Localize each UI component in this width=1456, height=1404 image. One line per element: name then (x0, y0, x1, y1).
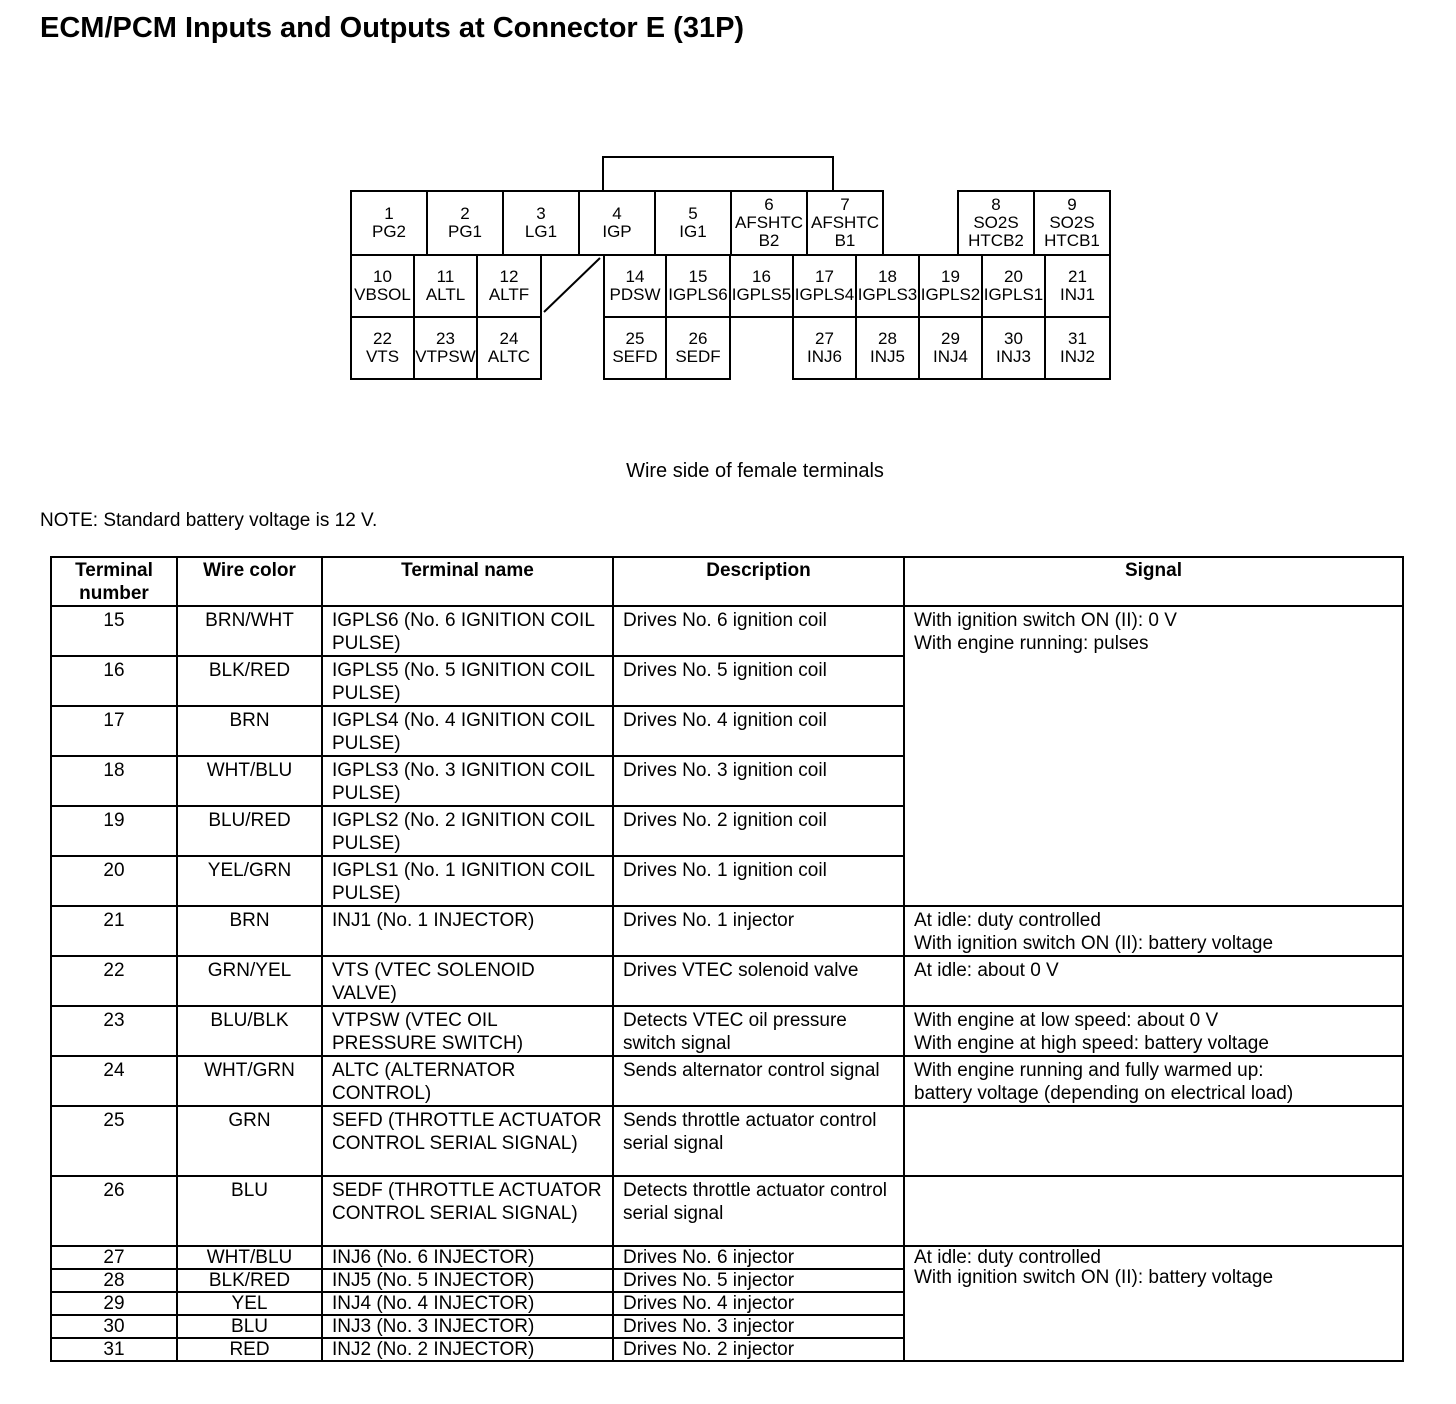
terminal-number: 9 (1067, 195, 1077, 214)
cell-terminal-name: IGPLS5 (No. 5 IGNITION COIL PULSE) (322, 656, 613, 706)
terminal-number: 7 (840, 195, 850, 214)
cell-terminal-number: 30 (51, 1315, 177, 1338)
cell-terminal-name: INJ1 (No. 1 INJECTOR) (322, 906, 613, 956)
cell-wire-color: BLU/BLK (177, 1006, 322, 1056)
terminal-number: 3 (536, 204, 546, 223)
terminal-cell (665, 254, 731, 318)
terminal-label: IGPLS4 (794, 285, 855, 304)
cell-description: Drives No. 6 ignition coil (613, 606, 904, 656)
terminal-cell (1044, 254, 1111, 318)
cell-description: Drives No. 5 ignition coil (613, 656, 904, 706)
header-terminal-name: Terminal name (322, 557, 613, 606)
cell-terminal-name: IGPLS2 (No. 2 IGNITION COIL PULSE) (322, 806, 613, 856)
cell-terminal-name: IGPLS3 (No. 3 IGNITION COIL PULSE) (322, 756, 613, 806)
terminal-number: 8 (991, 195, 1001, 214)
cell-wire-color: WHT/GRN (177, 1056, 322, 1106)
cell-wire-color: BLK/RED (177, 656, 322, 706)
cell-description: Sends alternator control signal (613, 1056, 904, 1106)
terminal-label: AFSHTC B2 (735, 213, 803, 250)
table-row (51, 1106, 1403, 1176)
terminal-number: 21 (1068, 267, 1087, 286)
terminal-cell (476, 254, 542, 318)
cell-description: Detects VTEC oil pressure switch signal (613, 1006, 904, 1056)
connector-latch (602, 156, 834, 192)
cell-signal: With ignition switch ON (II): 0 V With engine running: pulses (904, 606, 1403, 906)
header-wire-color: Wire color (177, 557, 322, 606)
terminal-number: 4 (612, 204, 622, 223)
cell-terminal-name: IGPLS4 (No. 4 IGNITION COIL PULSE) (322, 706, 613, 756)
terminal-cell (918, 316, 983, 380)
terminal-label: INJ2 (1060, 347, 1095, 366)
blank-cavity-13 (540, 254, 604, 316)
cell-wire-color: YEL/GRN (177, 856, 322, 906)
terminal-number: 1 (384, 204, 394, 223)
terminal-number: 14 (625, 267, 645, 286)
terminal-cell (350, 316, 415, 380)
cell-terminal-number: 18 (51, 756, 177, 806)
cell-terminal-name: SEFD (THROTTLE ACTUATOR CONTROL SERIAL SIGNAL) (322, 1106, 613, 1176)
header-terminal-number: Terminal number (51, 557, 177, 606)
terminal-label: VTS (365, 347, 400, 366)
terminal-number: 17 (815, 267, 834, 286)
terminal-cell (665, 316, 731, 380)
terminal-cell (654, 190, 732, 256)
terminal-number: 31 (1068, 329, 1087, 348)
table-row (51, 906, 1403, 956)
table-row (51, 1056, 1403, 1106)
cell-signal (904, 1106, 1403, 1176)
note: NOTE: Standard battery voltage is 12 V. (40, 510, 378, 531)
terminal-cell (981, 316, 1046, 380)
terminal-number: 30 (1004, 329, 1023, 348)
cell-terminal-name: INJ5 (No. 5 INJECTOR) (322, 1269, 613, 1292)
terminal-number: 27 (815, 329, 834, 348)
terminal-cell (603, 316, 667, 380)
cell-terminal-number: 17 (51, 706, 177, 756)
terminal-cell (578, 190, 656, 256)
terminal-cell (350, 190, 428, 256)
terminal-cell (426, 190, 504, 256)
terminal-label: SO2S HTCB1 (1044, 213, 1100, 250)
terminal-number: 24 (499, 329, 519, 348)
terminal-label: INJ5 (870, 347, 905, 366)
cell-wire-color: RED (177, 1338, 322, 1361)
terminal-label: PDSW (609, 285, 661, 304)
terminal-label: SEDF (675, 347, 721, 366)
cell-terminal-name: INJ4 (No. 4 INJECTOR) (322, 1292, 613, 1315)
terminal-number: 15 (688, 267, 708, 286)
terminal-number: 11 (436, 267, 455, 286)
terminal-cell (957, 190, 1035, 256)
cell-signal: With engine at low speed: about 0 V With engine at high speed: battery voltage (904, 1006, 1403, 1056)
terminal-number: 5 (688, 204, 698, 223)
terminal-number: 29 (941, 329, 960, 348)
terminal-number: 6 (764, 195, 774, 214)
cell-terminal-name: INJ3 (No. 3 INJECTOR) (322, 1315, 613, 1338)
cell-terminal-number: 25 (51, 1106, 177, 1176)
cell-terminal-number: 28 (51, 1269, 177, 1292)
cell-description: Drives No. 4 ignition coil (613, 706, 904, 756)
terminal-number: 22 (373, 329, 392, 348)
cell-wire-color: WHT/BLU (177, 1246, 322, 1269)
terminal-label: ALTC (487, 347, 531, 366)
terminal-number: 12 (499, 267, 519, 286)
terminal-number: 18 (878, 267, 897, 286)
cell-terminal-number: 16 (51, 656, 177, 706)
terminal-label: PG1 (447, 222, 483, 241)
terminal-label: INJ4 (933, 347, 968, 366)
terminal-cell (792, 254, 857, 318)
terminal-label: INJ1 (1060, 285, 1095, 304)
cell-description: Drives VTEC solenoid valve (613, 956, 904, 1006)
header-description: Description (613, 557, 904, 606)
cell-terminal-name: ALTC (ALTERNATOR CONTROL) (322, 1056, 613, 1106)
terminal-label: VBSOL (354, 285, 411, 304)
table-row (51, 956, 1403, 1006)
cell-terminal-number: 22 (51, 956, 177, 1006)
cell-description: Drives No. 5 injector (613, 1269, 904, 1292)
cell-description: Drives No. 3 ignition coil (613, 756, 904, 806)
terminal-label: IGPLS1 (983, 285, 1044, 304)
terminal-cell (981, 254, 1046, 318)
page-title: ECM/PCM Inputs and Outputs at Connector E (31P) (40, 12, 745, 44)
cell-terminal-name: IGPLS1 (No. 1 IGNITION COIL PULSE) (322, 856, 613, 906)
terminal-cell (476, 316, 542, 380)
terminal-number: 10 (373, 267, 392, 286)
terminal-label: ALTF (488, 285, 530, 304)
table-row (51, 606, 1403, 656)
terminal-number: 25 (625, 329, 645, 348)
cell-description: Drives No. 2 ignition coil (613, 806, 904, 856)
terminal-cell (413, 254, 478, 318)
cell-description: Drives No. 2 injector (613, 1338, 904, 1361)
cell-terminal-name: VTPSW (VTEC OIL PRESSURE SWITCH) (322, 1006, 613, 1056)
terminal-cell (730, 190, 808, 256)
terminal-label: AFSHTC B1 (811, 213, 879, 250)
cell-description: Drives No. 3 injector (613, 1315, 904, 1338)
terminal-number: 26 (688, 329, 708, 348)
terminal-label: PG2 (371, 222, 407, 241)
cell-description: Drives No. 4 injector (613, 1292, 904, 1315)
cell-description: Drives No. 1 ignition coil (613, 856, 904, 906)
terminal-label: IGPLS5 (731, 285, 792, 304)
cell-terminal-number: 29 (51, 1292, 177, 1315)
table-header-row (51, 557, 1403, 606)
cell-signal: At idle: about 0 V (904, 956, 1403, 1006)
terminal-label: IG1 (679, 222, 707, 241)
terminal-label: SEFD (612, 347, 658, 366)
cell-signal: At idle: duty controlled With ignition switch ON (II): battery voltage (904, 1246, 1403, 1361)
cell-terminal-number: 26 (51, 1176, 177, 1246)
cell-description: Detects throttle actuator control serial signal (613, 1176, 904, 1246)
terminal-table (50, 556, 1404, 1362)
table-row (51, 1246, 1403, 1269)
cell-wire-color: BLU (177, 1176, 322, 1246)
terminal-number: 28 (878, 329, 897, 348)
cell-wire-color: BLK/RED (177, 1269, 322, 1292)
terminal-cell (502, 190, 580, 256)
cell-terminal-number: 20 (51, 856, 177, 906)
terminal-label: IGPLS3 (857, 285, 918, 304)
cell-wire-color: WHT/BLU (177, 756, 322, 806)
table-row (51, 1176, 1403, 1246)
terminal-number: 23 (436, 329, 455, 348)
connector-diagram (0, 0, 1456, 420)
cell-wire-color: BRN (177, 706, 322, 756)
terminal-label: IGPLS2 (920, 285, 981, 304)
cell-signal: At idle: duty controlled With ignition switch ON (II): battery voltage (904, 906, 1403, 956)
terminal-cell (603, 254, 667, 318)
cell-terminal-number: 23 (51, 1006, 177, 1056)
cell-wire-color: GRN/YEL (177, 956, 322, 1006)
cell-terminal-name: SEDF (THROTTLE ACTUATOR CONTROL SERIAL SIGNAL) (322, 1176, 613, 1246)
table-row (51, 1006, 1403, 1056)
cell-wire-color: BRN/WHT (177, 606, 322, 656)
terminal-label: INJ3 (996, 347, 1031, 366)
terminal-label: ALTL (425, 285, 466, 304)
terminal-label: VTPSW (415, 347, 476, 366)
terminal-cell (855, 316, 920, 380)
cell-description: Drives No. 1 injector (613, 906, 904, 956)
cell-signal: With engine running and fully warmed up: battery voltage (depending on electrical load) (904, 1056, 1403, 1106)
cell-terminal-number: 24 (51, 1056, 177, 1106)
terminal-cell (729, 254, 794, 318)
terminal-cell (855, 254, 920, 318)
terminal-cell (792, 316, 857, 380)
cell-terminal-name: INJ2 (No. 2 INJECTOR) (322, 1338, 613, 1361)
cell-terminal-number: 19 (51, 806, 177, 856)
terminal-label: IGPLS6 (668, 285, 728, 304)
cell-terminal-number: 27 (51, 1246, 177, 1269)
terminal-cell (350, 254, 415, 318)
terminal-label: SO2S HTCB2 (968, 213, 1024, 250)
cell-wire-color: YEL (177, 1292, 322, 1315)
header-signal: Signal (904, 557, 1403, 606)
cell-terminal-number: 15 (51, 606, 177, 656)
cell-terminal-number: 21 (51, 906, 177, 956)
cell-signal (904, 1176, 1403, 1246)
terminal-cell (918, 254, 983, 318)
terminal-label: INJ6 (807, 347, 842, 366)
terminal-cell (1033, 190, 1111, 256)
terminal-cell (806, 190, 884, 256)
terminal-cell (413, 316, 478, 380)
cell-wire-color: BLU (177, 1315, 322, 1338)
cell-terminal-name: INJ6 (No. 6 INJECTOR) (322, 1246, 613, 1269)
cell-description: Drives No. 6 injector (613, 1246, 904, 1269)
cell-description: Sends throttle actuator control serial signal (613, 1106, 904, 1176)
terminal-number: 19 (941, 267, 960, 286)
terminal-label: LG1 (524, 222, 558, 241)
cell-terminal-name: IGPLS6 (No. 6 IGNITION COIL PULSE) (322, 606, 613, 656)
terminal-number: 16 (752, 267, 771, 286)
cell-terminal-number: 31 (51, 1338, 177, 1361)
cell-wire-color: BRN (177, 906, 322, 956)
cell-terminal-name: VTS (VTEC SOLENOID VALVE) (322, 956, 613, 1006)
terminal-number: 2 (460, 204, 470, 223)
cell-wire-color: GRN (177, 1106, 322, 1176)
diagram-caption: Wire side of female terminals (626, 460, 884, 482)
terminal-label: IGP (602, 222, 632, 241)
terminal-number: 20 (1004, 267, 1023, 286)
terminal-cell (1044, 316, 1111, 380)
cell-wire-color: BLU/RED (177, 806, 322, 856)
